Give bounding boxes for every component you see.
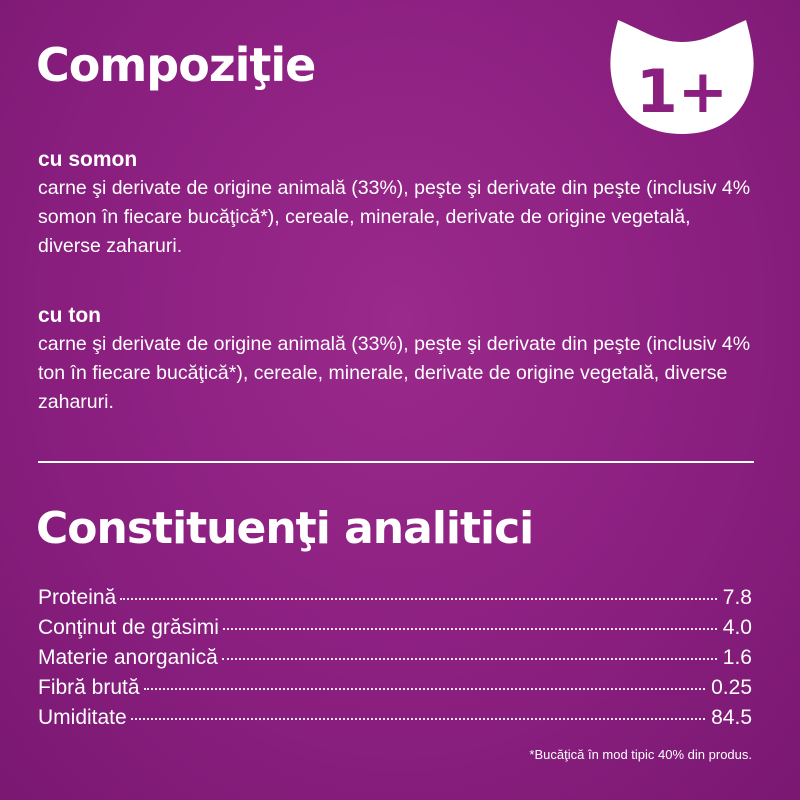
- row-value: 0.25: [711, 676, 752, 699]
- composition-heading: cu ton: [38, 304, 101, 327]
- row-label: Umiditate: [38, 706, 127, 729]
- divider: [38, 461, 754, 463]
- composition-heading: cu somon: [38, 148, 138, 171]
- row-value: 1.6: [722, 646, 752, 669]
- row-value: 84.5: [711, 706, 752, 729]
- footnote: *Bucăţică în mod tipic 40% din produs.: [529, 747, 752, 762]
- dot-leader: [223, 627, 717, 630]
- row-label: Conţinut de grăsimi: [38, 616, 219, 639]
- cat-head-icon: [606, 12, 758, 136]
- row-value: 4.0: [722, 616, 752, 639]
- composition-tuna: [38, 302, 758, 417]
- row-value: 7.8: [722, 586, 752, 609]
- page-title: Compoziţie: [36, 38, 316, 92]
- table-row: [38, 676, 752, 706]
- analytical-title: Constituenţi analitici: [36, 503, 534, 554]
- composition-text: carne şi derivate de origine animală (33%), peşte şi derivate din peşte (inclusiv 4% ton în fiecare bucăţică*), cereale, minerale, derivate de origine vegetală, diverse zaharuri.: [38, 333, 751, 413]
- table-row: [38, 616, 752, 646]
- composition-text: carne şi derivate de origine animală (33%), peşte şi derivate din peşte (inclusiv 4% somon în fiecare bucăţică*), cereale, minerale, derivate de origine vegetală, diverse zaharuri.: [38, 177, 751, 257]
- row-label: Proteină: [38, 586, 117, 609]
- dot-leader: [222, 657, 717, 660]
- dot-leader: [131, 717, 705, 720]
- table-row: [38, 706, 752, 736]
- table-row: [38, 586, 752, 616]
- row-label: Materie anorganică: [38, 646, 218, 669]
- age-badge-label: 1+: [635, 57, 729, 127]
- composition-salmon: [38, 146, 758, 261]
- row-label: Fibră brută: [38, 676, 140, 699]
- table-row: [38, 646, 752, 676]
- dot-leader: [120, 597, 717, 600]
- analytical-table: [38, 586, 752, 736]
- dot-leader: [144, 687, 706, 690]
